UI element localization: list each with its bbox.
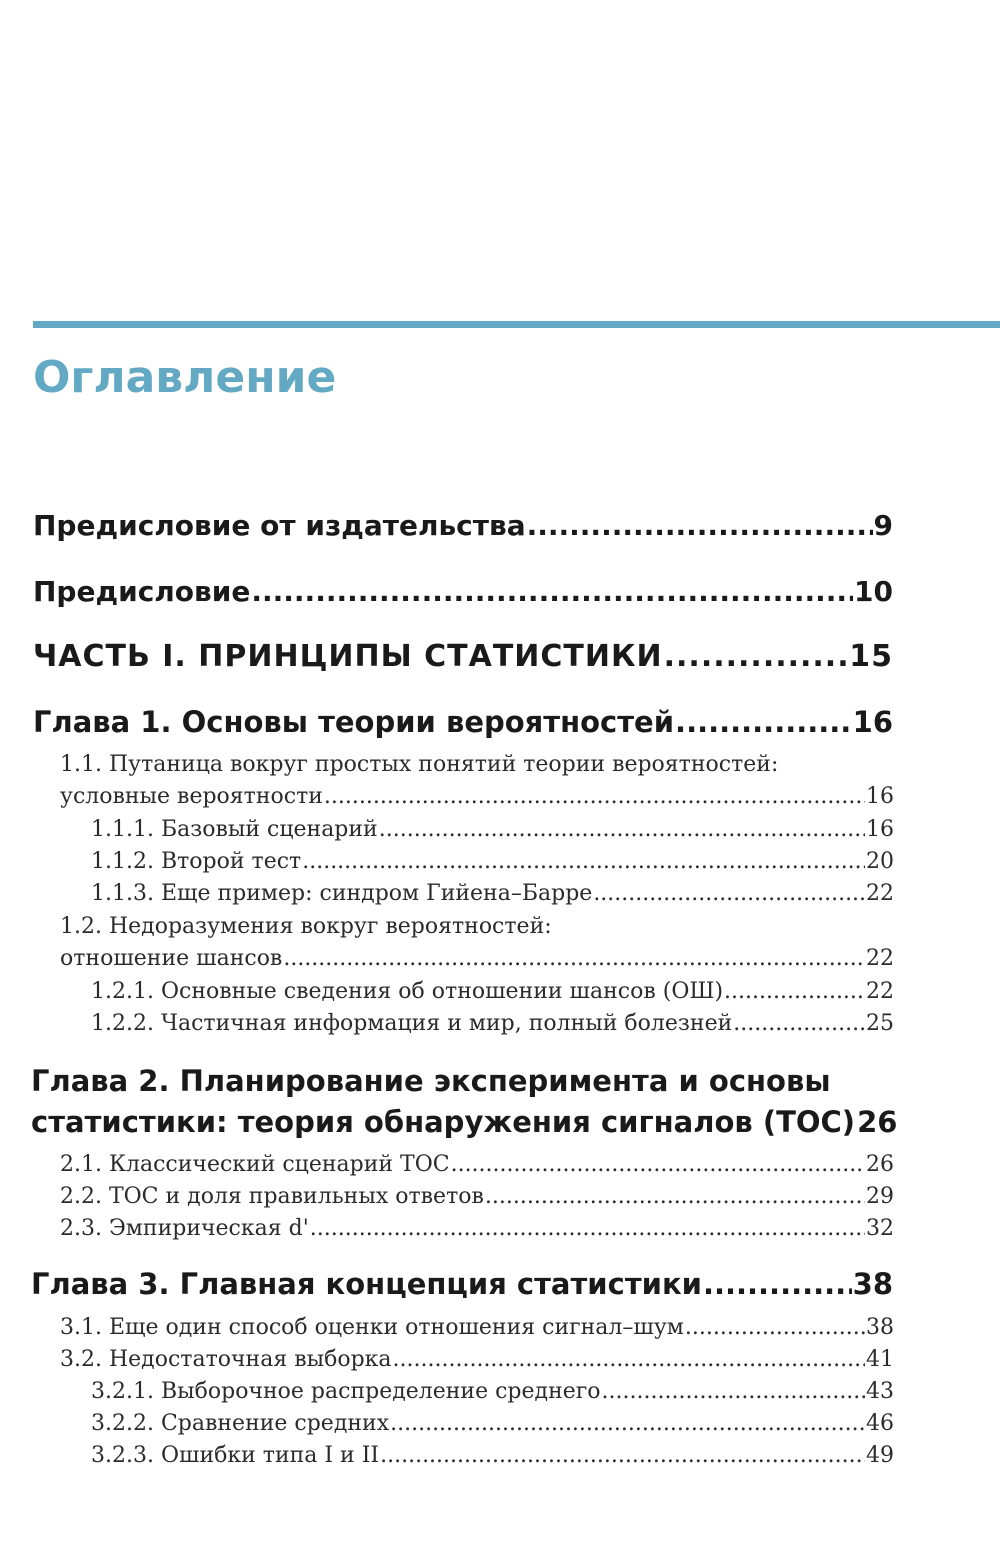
toc-entry-1-1-3[interactable] [91, 879, 894, 909]
toc-entry-page: 9 [873, 509, 893, 542]
dot-leader [485, 1182, 865, 1212]
toc-entry-chapter-1[interactable] [33, 704, 893, 740]
dot-leader [251, 574, 853, 610]
toc-entry-1-1-1[interactable] [91, 815, 894, 845]
dot-leader [393, 1345, 865, 1375]
toc-entry-title: Предисловие от издательства [33, 509, 526, 542]
toc-entry-part-1[interactable] [33, 639, 893, 675]
dot-leader [593, 879, 865, 909]
toc-entry-publisher-preface[interactable] [33, 508, 893, 544]
toc-entry-page: 26 [857, 1105, 898, 1139]
toc-entry-page: 16 [852, 705, 893, 739]
toc-entry-3-2[interactable] [60, 1345, 894, 1375]
toc-entry-page: 22 [866, 946, 894, 971]
toc-entry-title: условные вероятности [60, 784, 323, 809]
toc-entry-3-2-2[interactable] [91, 1409, 894, 1439]
toc-entry-title: 1.1.2. Второй тест [91, 849, 302, 874]
toc-entry-preface[interactable] [33, 574, 893, 610]
dot-leader [390, 1409, 865, 1439]
toc-entry-page: 46 [866, 1411, 894, 1436]
toc-entry-page: 16 [866, 817, 894, 842]
toc-entry-page: 38 [866, 1315, 894, 1340]
toc-entry-title: отношение шансов [60, 946, 283, 971]
toc-entry-page: 10 [854, 575, 893, 608]
toc-entry-title: 3.2.2. Сравнение средних [91, 1411, 390, 1436]
toc-entry-title: 2.2. ТОС и доля правильных ответов [60, 1184, 484, 1209]
toc-entry-chapter-3[interactable] [31, 1266, 893, 1302]
toc-entry-page: 26 [866, 1152, 894, 1177]
toc-entry-title: 3.1. Еще один способ оценки отношения сигнал–шум [60, 1315, 684, 1340]
toc-entry-title: 3.2.3. Ошибки типа I и II [91, 1443, 380, 1468]
toc-entry-title: 2.3. Эмпирическая d' [60, 1216, 309, 1241]
toc-entry-1-2-1[interactable] [91, 977, 894, 1007]
dot-leader [283, 944, 865, 974]
page-title: Оглавление [33, 352, 337, 403]
dot-leader [733, 1009, 865, 1039]
toc-entry-1-1[interactable] [60, 782, 894, 812]
dot-leader [602, 1377, 865, 1407]
toc-entry-title: 1.1.1. Базовый сценарий [91, 817, 378, 842]
toc-entry-title: Глава 3. Главная концепция статистики [31, 1267, 702, 1301]
toc-entry-page: 22 [866, 979, 894, 1004]
dot-leader [310, 1214, 865, 1244]
toc-entry-title: ЧАСТЬ I. ПРИНЦИПЫ СТАТИСТИКИ [33, 639, 663, 674]
toc-entry-2-1[interactable] [60, 1150, 894, 1180]
toc-entry-1-1-line1[interactable]: 1.1. Путаница вокруг простых понятий теории вероятностей: [60, 752, 779, 777]
toc-entry-title: 2.1. Классический сценарий ТОС [60, 1152, 450, 1177]
toc-entry-1-2[interactable] [60, 944, 894, 974]
toc-entry-1-2-line1[interactable]: 1.2. Недоразумения вокруг вероятностей: [60, 914, 552, 939]
dot-leader [527, 508, 873, 544]
toc-entry-title: Предисловие [33, 575, 251, 608]
dot-leader [685, 1313, 865, 1343]
toc-entry-page: 15 [849, 639, 893, 674]
toc-entry-chapter-2-line1[interactable]: Глава 2. Планирование эксперимента и основы [31, 1064, 831, 1098]
toc-entry-2-2[interactable] [60, 1182, 894, 1212]
dot-leader [675, 704, 852, 740]
toc-entry-title: 1.1.3. Еще пример: синдром Гийена–Барре [91, 881, 593, 906]
toc-entry-title: Глава 1. Основы теории вероятностей [33, 705, 675, 739]
toc-entry-page: 20 [866, 849, 894, 874]
dot-leader [380, 1441, 865, 1471]
toc-entry-1-2-2[interactable] [91, 1009, 894, 1039]
toc-entry-3-2-1[interactable] [91, 1377, 894, 1407]
toc-entry-3-1[interactable] [60, 1313, 894, 1343]
toc-entry-page: 38 [852, 1267, 893, 1301]
toc-entry-page: 41 [866, 1347, 894, 1372]
dot-leader [324, 782, 865, 812]
toc-entry-title: 3.2.1. Выборочное распределение среднего [91, 1379, 601, 1404]
dot-leader [703, 1266, 852, 1302]
toc-entry-page: 22 [866, 881, 894, 906]
toc-entry-page: 49 [866, 1443, 894, 1468]
toc-entry-3-2-3[interactable] [91, 1441, 894, 1471]
toc-entry-chapter-2[interactable] [31, 1104, 898, 1140]
toc-entry-page: 16 [866, 784, 894, 809]
toc-entry-2-3[interactable] [60, 1214, 894, 1244]
toc-entry-page: 29 [866, 1184, 894, 1209]
toc-entry-title: 1.2.2. Частичная информация и мир, полный болезней [91, 1011, 733, 1036]
dot-leader [451, 1150, 865, 1180]
dot-leader [724, 977, 865, 1007]
dot-leader [379, 815, 865, 845]
toc-entry-page: 43 [866, 1379, 894, 1404]
toc-entry-title: статистики: теория обнаружения сигналов (ТОС) [31, 1105, 856, 1139]
dot-leader [302, 847, 865, 877]
toc-entry-title: 1.2.1. Основные сведения об отношении шансов (ОШ) [91, 979, 724, 1004]
toc-entry-page: 25 [866, 1011, 894, 1036]
dot-leader [664, 639, 849, 675]
toc-entry-page: 32 [866, 1216, 894, 1241]
toc-entry-title: 3.2. Недостаточная выборка [60, 1347, 392, 1372]
toc-entry-1-1-2[interactable] [91, 847, 894, 877]
